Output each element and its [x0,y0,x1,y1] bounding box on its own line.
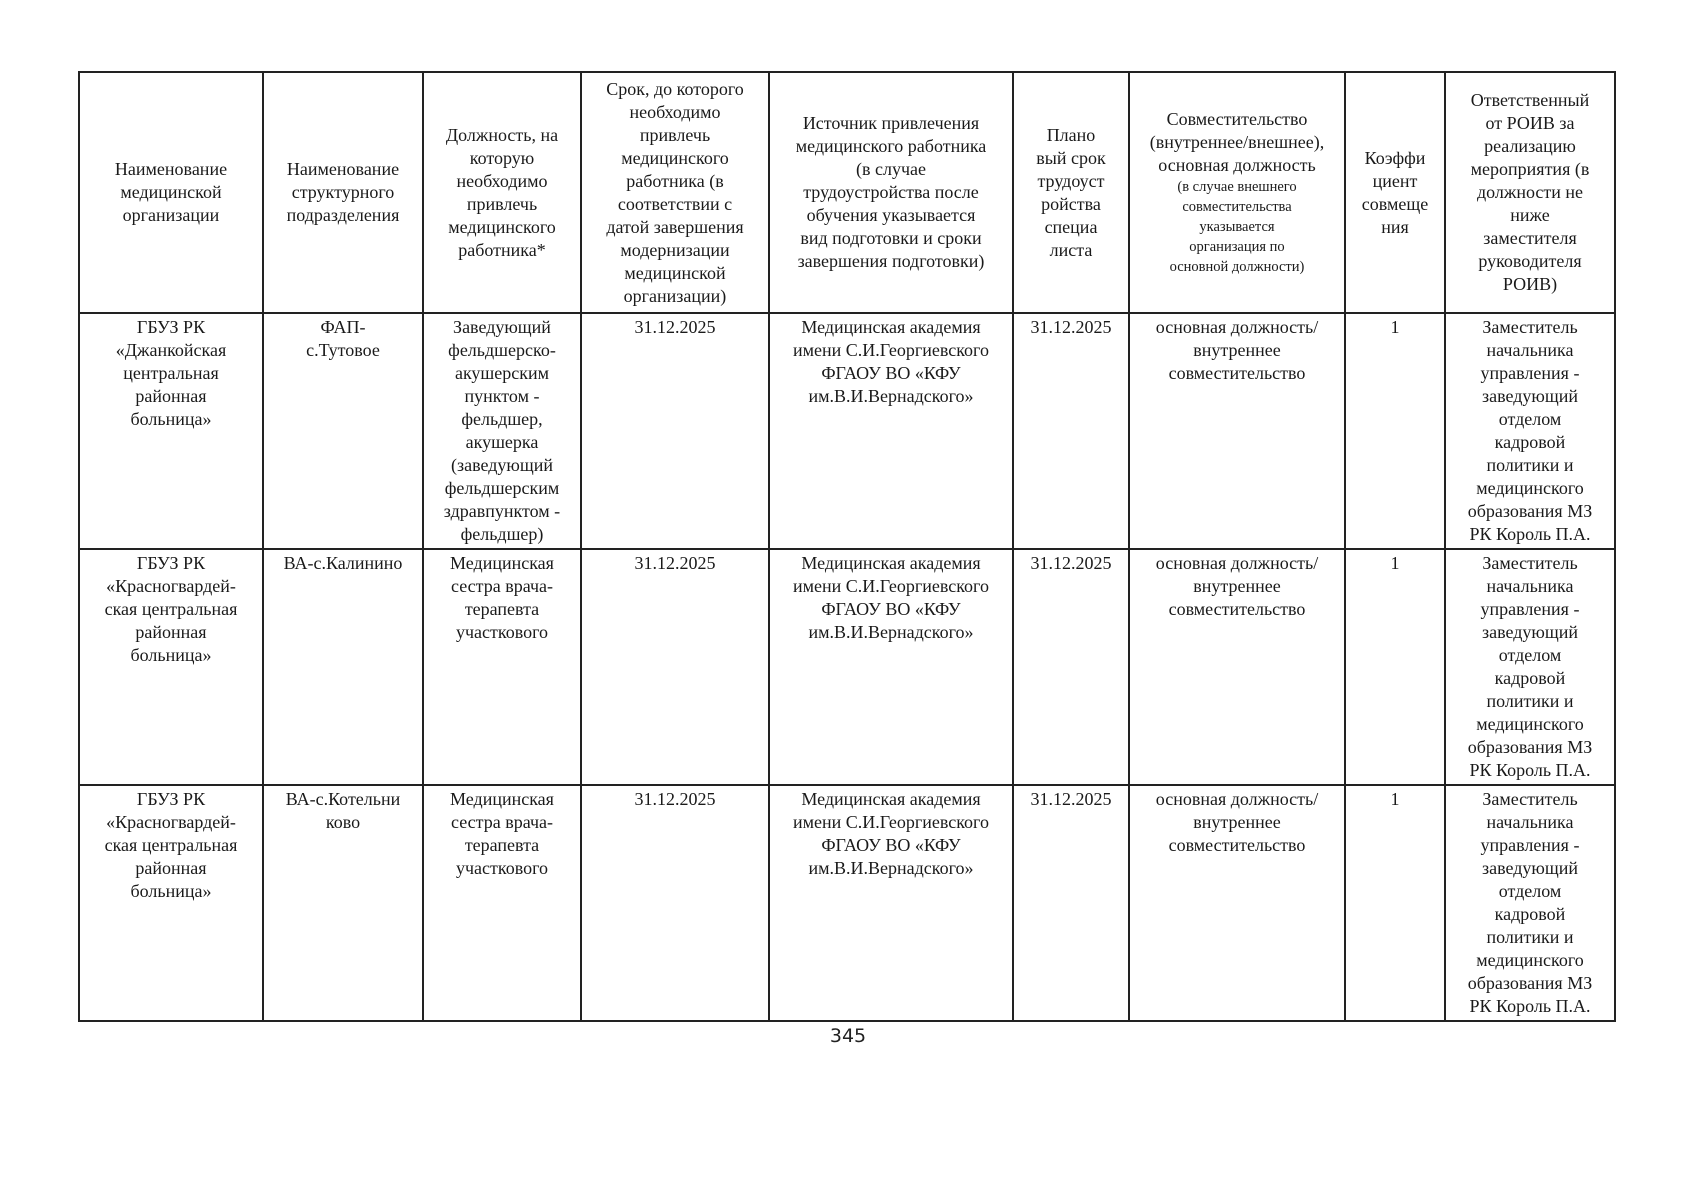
header-combination-note: (в случае внешнего совместительства указывается организация по основной должности) [1169,179,1305,275]
cell-planned-date: 31.12.2025 [1013,785,1129,1021]
header-combination-main: Совместительство (внутреннее/внешнее), основная должность [1149,109,1325,175]
header-row [79,72,1615,313]
cell-position: Медицинская сестра врача- терапевта участкового [423,549,581,785]
cell-unit-name: ВА-с.Калинино [263,549,423,785]
header-combination [1129,72,1345,313]
page-number: 345 [829,1025,867,1047]
cell-combination: основная должность/ внутреннее совместительство [1129,549,1345,785]
header-responsible: Ответственный от РОИВ за реализацию мероприятия (в должности не ниже заместителя руководителя РОИВ) [1445,72,1615,313]
header-position: Должность, на которую необходимо привлечь медицинского работника* [423,72,581,313]
cell-org-name: ГБУЗ РК «Джанкойская центральная районная больница» [79,313,263,549]
cell-combination: основная должность/ внутреннее совместительство [1129,313,1345,549]
cell-deadline: 31.12.2025 [581,549,769,785]
cell-responsible: Заместитель начальника управления - заведующий отделом кадровой политики и медицинского образования МЗ РК Король П.А. [1445,785,1615,1021]
header-source: Источник привлечения медицинского работника (в случае трудоустройства после обучения указывается вид подготовки и сроки завершения подготовки) [769,72,1013,313]
cell-source: Медицинская академия имени С.И.Георгиевского ФГАОУ ВО «КФУ им.В.И.Вернадского» [769,785,1013,1021]
cell-source: Медицинская академия имени С.И.Георгиевского ФГАОУ ВО «КФУ им.В.И.Вернадского» [769,549,1013,785]
staffing-table [78,71,1616,1022]
cell-deadline: 31.12.2025 [581,785,769,1021]
table-row [79,785,1615,1021]
table-row [79,313,1615,549]
cell-unit-name: ФАП- с.Тутовое [263,313,423,549]
cell-coefficient: 1 [1345,785,1445,1021]
cell-responsible: Заместитель начальника управления - заведующий отделом кадровой политики и медицинского образования МЗ РК Король П.А. [1445,313,1615,549]
header-planned-date: Плано вый срок трудоуст ройства специа листа [1013,72,1129,313]
cell-position: Заведующий фельдшерско- акушерским пунктом - фельдшер, акушерка (заведующий фельдшерским здравпунктом - фельдшер) [423,313,581,549]
cell-combination: основная должность/ внутреннее совместительство [1129,785,1345,1021]
cell-responsible: Заместитель начальника управления - заведующий отделом кадровой политики и медицинского образования МЗ РК Король П.А. [1445,549,1615,785]
cell-position: Медицинская сестра врача- терапевта участкового [423,785,581,1021]
cell-coefficient: 1 [1345,313,1445,549]
table-row [79,549,1615,785]
header-org-name: Наименование медицинской организации [79,72,263,313]
header-unit-name: Наименование структурного подразделения [263,72,423,313]
cell-planned-date: 31.12.2025 [1013,313,1129,549]
header-coefficient: Коэффи циент совмеще ния [1345,72,1445,313]
cell-org-name: ГБУЗ РК «Красногвардей- ская центральная районная больница» [79,549,263,785]
cell-unit-name: ВА-с.Котельни ково [263,785,423,1021]
header-deadline: Срок, до которого необходимо привлечь медицинского работника (в соответствии с датой завершения модернизации медицинской организации) [581,72,769,313]
cell-planned-date: 31.12.2025 [1013,549,1129,785]
cell-org-name: ГБУЗ РК «Красногвардей- ская центральная районная больница» [79,785,263,1021]
cell-source: Медицинская академия имени С.И.Георгиевского ФГАОУ ВО «КФУ им.В.И.Вернадского» [769,313,1013,549]
cell-deadline: 31.12.2025 [581,313,769,549]
cell-coefficient: 1 [1345,549,1445,785]
